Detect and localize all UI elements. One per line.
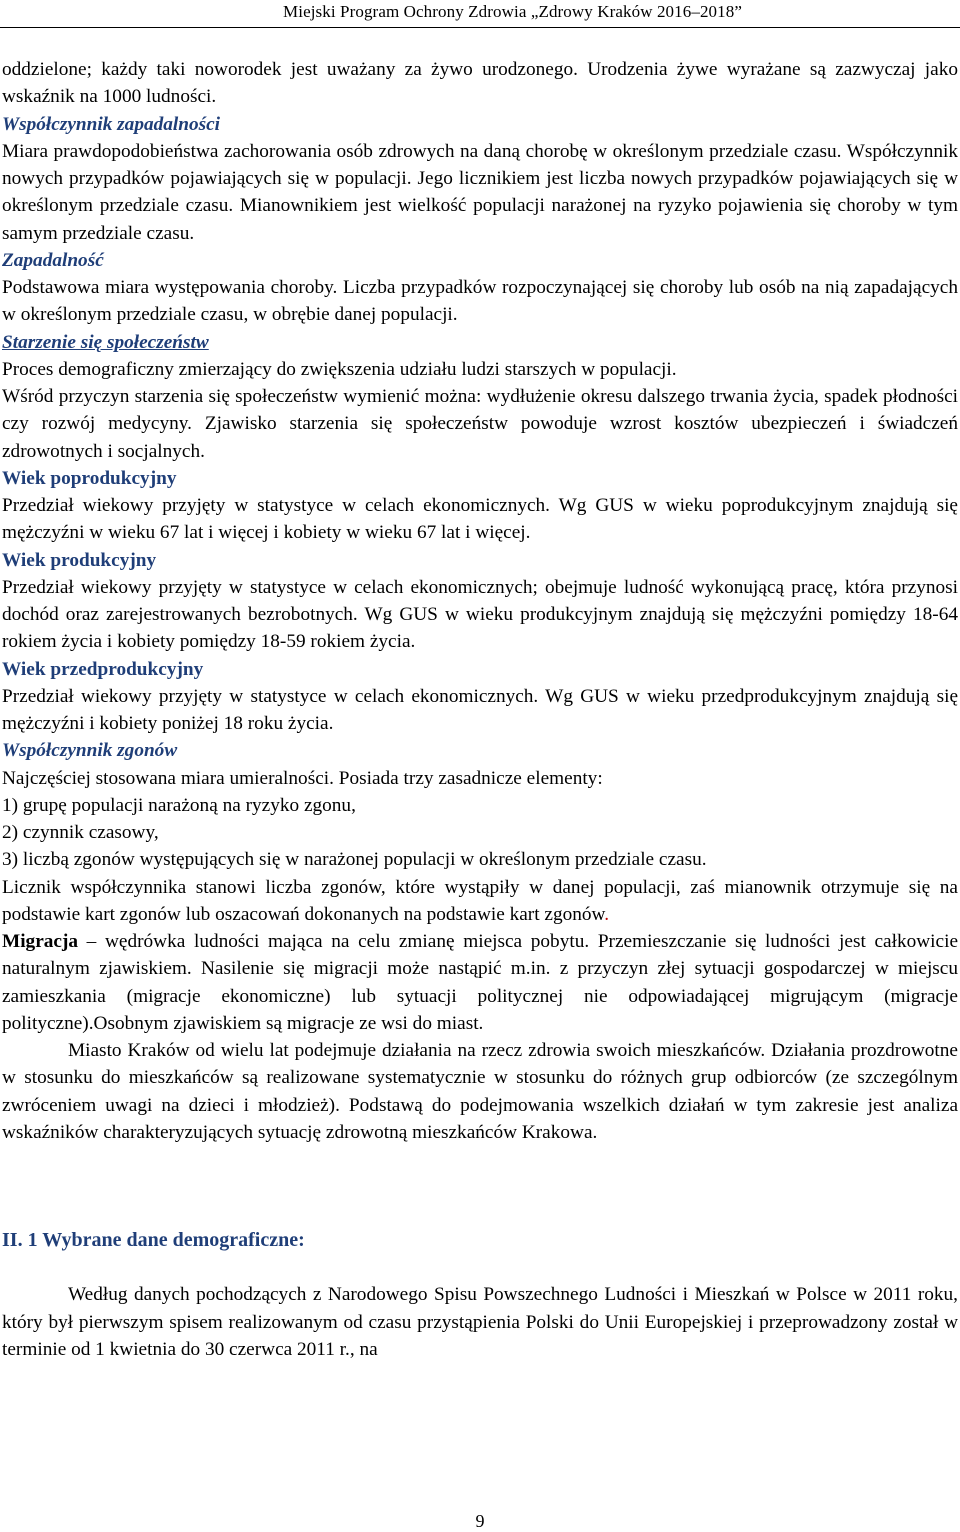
list-item-3: 3) liczbą zgonów występujących się w narażonej populacji w określonym przedziale czasu. bbox=[2, 849, 707, 871]
paragraph-migracja bbox=[2, 928, 958, 1037]
heading-wiek-przedprodukcyjny: Wiek przedprodukcyjny bbox=[2, 658, 204, 680]
section-spacer bbox=[2, 1146, 958, 1227]
paragraph-wiek-przedprodukcyjny: Przedział wiekowy przyjęty w statystyce w celach ekonomicznych. Wg GUS w wieku przedprodukcyjnym znajdują się mężczyźni i kobiety poniżej 18 roku życia. bbox=[2, 685, 958, 734]
heading-wspolczynnik-zapadalnosci: Współczynnik zapadalności bbox=[2, 113, 221, 135]
paragraph-migracja-text: – wędrówka ludności mająca na celu zmianę miejsca pobytu. Przemieszczanie się ludności jest całkowicie naturalnym zjawiskiem. Nasilenie się migracji może nastąpić m.in. z przyczyn złej sytuacji gospodarczej w miejscu zamieszkania (migracje ekonomiczne) lub sytuacji politycznej nie odpowiadającej migrującym (migracje polityczne).Osobnym zjawiskiem są migracje ze wsi do miast. bbox=[2, 931, 958, 1034]
paragraph-zapadalnosc: Podstawowa miara występowania choroby. Liczba przypadków rozpoczynającej się choroby lub osób na nią zapadających w określonym przedziale czasu, w obrębie danej populacji. bbox=[2, 277, 958, 326]
document-body bbox=[2, 56, 958, 1363]
heading-zapadalnosc: Zapadalność bbox=[2, 249, 104, 271]
heading-wiek-poprodukcyjny: Wiek poprodukcyjny bbox=[2, 467, 177, 489]
list-item-2: 2) czynnik czasowy, bbox=[2, 822, 159, 843]
paragraph-starzenie-2: Wśród przyczyn starzenia się społeczeństw wymienić można: wydłużenie okresu dalszego trwania życia, spadek płodności czy rozwój medycyny. Zjawisko starzenia się społeczeństw powoduje wzrost kosztów ubezpieczeń i świadczeń zdrowotnych i socjalnych. bbox=[2, 386, 958, 462]
running-header: Miejski Program Ochrony Zdrowia „Zdrowy Kraków 2016–2018” bbox=[283, 2, 742, 21]
paragraph-starzenie-1: Proces demograficzny zmierzający do zwiększenia udziału ludzi starszych w populacji. bbox=[2, 358, 677, 380]
heading-wiek-produkcyjny: Wiek produkcyjny bbox=[2, 549, 157, 571]
list-item-1: 1) grupę populacji narażoną na ryzyko zgonu, bbox=[2, 794, 356, 816]
paragraph-wiek-produkcyjny: Przedział wiekowy przyjęty w statystyce w celach ekonomicznych; obejmuje ludność wykonującą pracę, która przynosi dochód oraz zarejestrowanych bezrobotnych. Wg GUS w wieku produkcyjnym znajdują się mężczyźni pomiędzy 18-64 rokiem życia i kobiety pomiędzy 18-59 rokiem życia. bbox=[2, 576, 958, 653]
paragraph-zgonow-1: Najczęściej stosowana miara umieralności. Posiada trzy zasadnicze elementy: bbox=[2, 767, 603, 789]
paragraph-wiek-poprodukcyjny: Przedział wiekowy przyjęty w statystyce w celach ekonomicznych. Wg GUS w wieku poprodukcyjnym znajdują się mężczyźni w wieku 67 lat i więcej i kobiety w wieku 67 lat i więcej. bbox=[2, 495, 958, 544]
heading-starzenie: Starzenie się społeczeństw bbox=[2, 331, 209, 353]
page-number: 9 bbox=[475, 1511, 485, 1531]
section-title: II. 1 Wybrane dane demograficzne: bbox=[2, 1229, 305, 1251]
paragraph-urodzenia: oddzielone; każdy taki noworodek jest uważany za żywo urodzonego. Urodzenia żywe wyrażane są zazwyczaj jako wskaźnik na 1000 ludności. bbox=[2, 59, 958, 108]
section-spacer-2 bbox=[2, 1254, 958, 1281]
heading-wspolczynnik-zgonow: Współczynnik zgonów bbox=[2, 740, 178, 762]
term-migracja: Migracja bbox=[2, 931, 79, 952]
paragraph-licznik-period: . bbox=[604, 903, 610, 925]
paragraph-licznik-text: Licznik współczynnika stanowi liczba zgonów, które wystąpiły w danej populacji, zaś mianownik otrzymuje się na podstawie kart zgonów lub oszacowań dokonanych na podstawie kart zgonów bbox=[2, 876, 958, 925]
header-rule bbox=[0, 27, 960, 28]
paragraph-spis: Według danych pochodzących z Narodowego Spisu Powszechnego Ludności i Mieszkań w Polsce w 2011 roku, który był pierwszym spisem realizowanym od czasu przystąpienia Polski do Unii Europejskiej i przeprowadzony został w terminie od 1 kwietnia do 30 czerwca 2011 r., na bbox=[2, 1284, 958, 1360]
paragraph-licznik bbox=[2, 874, 958, 929]
paragraph-wspolczynnik-zapadalnosci: Miara prawdopodobieństwa zachorowania osób zdrowych na daną chorobę w określonym przedziale czasu. Współczynnik nowych przypadków pojawiających się w populacji. Jego licznikiem jest liczba nowych przypadków pojawiających się w określonym przedziale czasu. Mianownikiem jest wielkość populacji narażonej na ryzyko pojawienia się choroby w tym samym przedziale czasu. bbox=[2, 140, 958, 244]
paragraph-krakow: Miasto Kraków od wielu lat podejmuje działania na rzecz zdrowia swoich mieszkańców. Działania prozdrowotne w stosunku do mieszkańców są realizowane systematycznie w stosunku do różnych grup odbiorców (ze szczególnym zwróceniem uwagi na dzieci i młodzież). Podstawą do podejmowania wszelkich działań w tym zakresie jest analiza wskaźników charakteryzujących sytuację zdrowotną mieszkańców Krakowa. bbox=[2, 1040, 958, 1143]
